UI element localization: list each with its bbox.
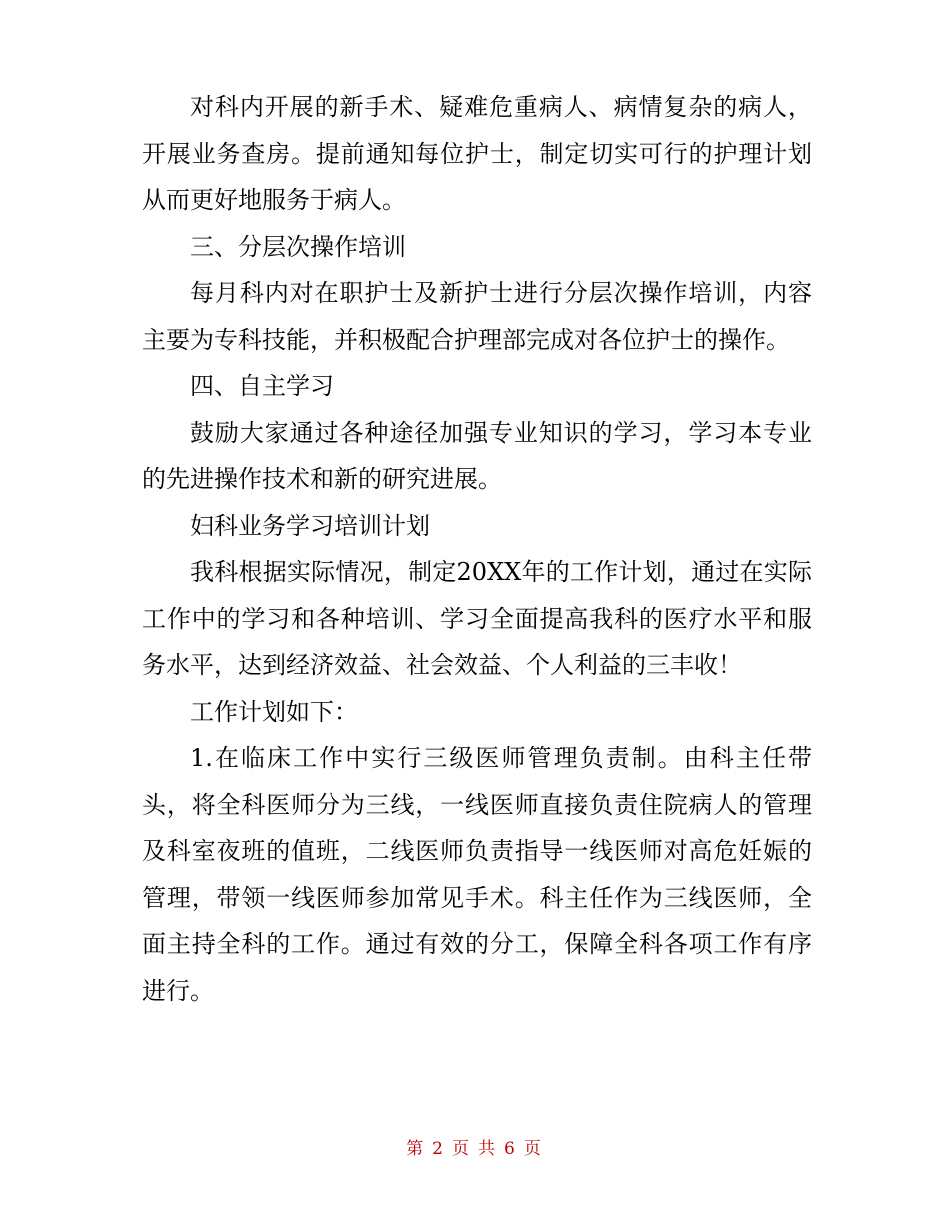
heading-gynecology-plan: 妇科业务学习培训计划 <box>190 511 430 540</box>
footer-label-ye-2: 页 <box>523 1139 544 1159</box>
paragraph-plan-item-1: 1.在临床工作中实行三级医师管理负责制。由科主任带头，将全科医师分为三线，一线医师直接负责住院病人的管理及科室夜班的值班，二线医师负责指导一线医师对高危妊娠的管理，带领一线医师参加常见手术。科主任作为三线医师，全面主持全科的工作。通过有效的分工，保障全科各项工作有序进行。 <box>142 744 812 1005</box>
paragraph-self-study: 鼓励大家通过各种途径加强专业知识的学习，学习本专业的先进操作技术和新的研究进展。 <box>142 418 812 493</box>
heading-self-study: 四、自主学习 <box>190 372 334 400</box>
footer-label-di: 第 <box>406 1139 427 1159</box>
paragraph-ward-rounds: 对科内开展的新手术、疑难危重病人、病情复杂的病人，开展业务查房。提前通知每位护士，制定切实可行的护理计划从而更好地服务于病人。 <box>142 93 812 214</box>
footer-current-page: 2 <box>432 1139 446 1159</box>
footer-total-pages: 6 <box>504 1139 518 1159</box>
paragraph-tiered-training: 每月科内对在职护士及新护士进行分层次操作培训，内容主要为专科技能，并积极配合护理部完成对各位护士的操作。 <box>142 279 812 354</box>
heading-plan-list: 工作计划如下： <box>190 697 358 726</box>
page-footer <box>0 1134 950 1159</box>
heading-tiered-training: 三、分层次操作培训 <box>190 232 406 261</box>
footer-label-ye: 页 <box>452 1139 472 1159</box>
document-body <box>142 84 812 1014</box>
footer-label-gong: 共 <box>478 1139 498 1159</box>
paragraph-plan-intro: 我科根据实际情况，制定20XX年的工作计划，通过在实际工作中的学习和各种培训、学习全面提高我科的医疗水平和服务水平，达到经济效益、社会效益、个人利益的三丰收！ <box>142 558 812 679</box>
